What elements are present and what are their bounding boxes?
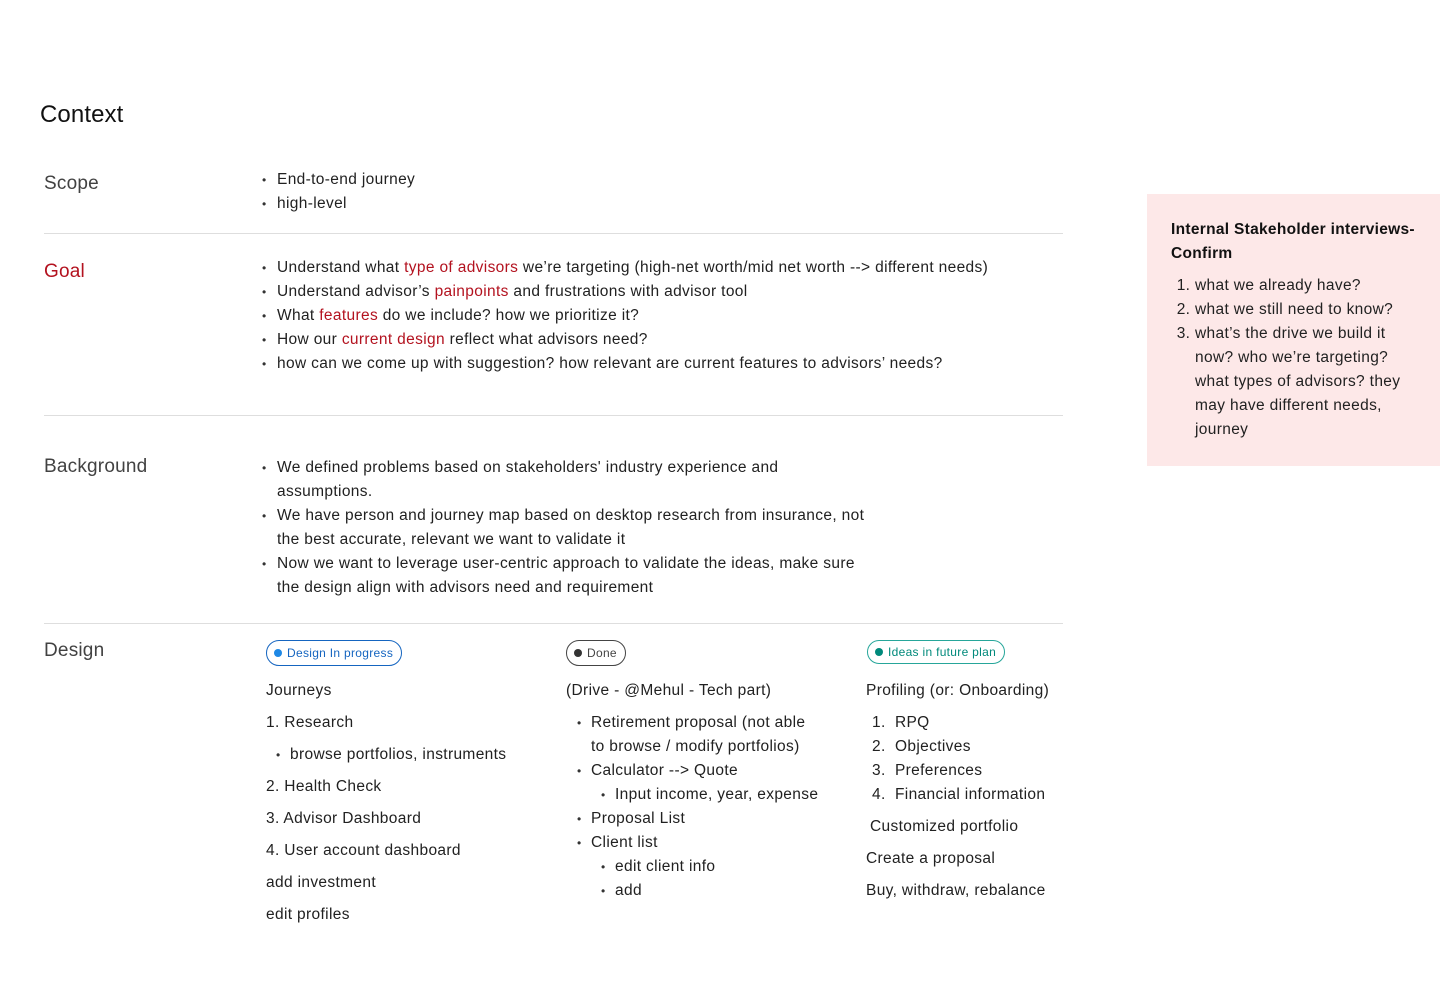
journeys-heading: Journeys — [266, 682, 332, 699]
list-item: Buy, withdraw, rebalance — [866, 882, 1046, 899]
list-item: 1. RPQ — [872, 714, 930, 731]
scope-list — [262, 168, 415, 216]
status-badge-done: Done — [566, 640, 626, 666]
list-item: 4. User account dashboard — [266, 842, 461, 859]
list-item: • Client list — [591, 831, 658, 855]
list-item: edit profiles — [266, 906, 350, 923]
list-item: 2. Objectives — [872, 738, 971, 755]
note-title: Internal Stakeholder interviews- Confirm — [1171, 221, 1415, 262]
list-item: • Input income, year, expense — [615, 783, 818, 807]
highlight-text: current design — [341, 331, 445, 348]
dot-icon — [875, 648, 883, 656]
list-item: • Calculator --> Quote — [591, 759, 738, 783]
done-heading: (Drive - @Mehul - Tech part) — [566, 682, 772, 699]
divider — [44, 415, 1063, 416]
page-title: Context — [40, 101, 124, 128]
list-item: • We have person and journey map based on desktop research from insurance, not the best accurate, relevant we want to validate it — [262, 504, 872, 552]
list-item: 2. what we still need to know? — [1195, 298, 1416, 322]
list-item: • Proposal List — [591, 807, 685, 831]
list-item: • how can we come up with suggestion? how relevant are current features to advisors’ needs? — [262, 352, 988, 376]
list-item: • End-to-end journey — [262, 168, 415, 192]
highlight-text: features — [319, 307, 379, 324]
dot-icon — [574, 649, 582, 657]
background-label: Background — [44, 456, 148, 477]
list-item: • high-level — [262, 192, 415, 216]
list-item: 3. Advisor Dashboard — [266, 810, 422, 827]
goal-list — [262, 256, 988, 376]
list-item: • Understand advisor’s painpoints and frustrations with advisor tool — [262, 280, 988, 304]
divider — [44, 623, 1063, 624]
note-list — [1171, 274, 1416, 442]
status-badge-future: Ideas in future plan — [867, 640, 1005, 664]
divider — [44, 233, 1063, 234]
list-item: 3. Preferences — [872, 762, 983, 779]
sticky-note — [1147, 194, 1440, 466]
list-item: • What features do we include? how we prioritize it? — [262, 304, 988, 328]
design-future-column — [866, 640, 1106, 940]
scope-label: Scope — [44, 173, 99, 194]
background-list — [262, 456, 872, 600]
list-item: • How our current design reflect what advisors need? — [262, 328, 988, 352]
list-item: 4. Financial information — [872, 786, 1046, 803]
design-label: Design — [44, 640, 105, 661]
list-item: 3. what’s the drive we build it now? who we’re targeting? what types of advisors? they may have different needs, journey — [1195, 322, 1416, 442]
list-item: 1. Research — [266, 714, 354, 731]
dot-icon — [274, 649, 282, 657]
list-item: • browse portfolios, instruments — [290, 743, 506, 767]
list-item: Create a proposal — [866, 850, 996, 867]
list-item: Customized portfolio — [870, 818, 1019, 835]
list-item: • add — [615, 879, 642, 903]
list-item: 2. Health Check — [266, 778, 382, 795]
profiling-heading: Profiling (or: Onboarding) — [866, 682, 1050, 699]
highlight-text: type of advisors — [404, 259, 519, 276]
list-item: • Retirement proposal (not able — [591, 711, 805, 735]
list-item: • We defined problems based on stakeholders' industry experience and assumptions. — [262, 456, 872, 504]
list-item: add investment — [266, 874, 377, 891]
design-in-progress-column — [266, 640, 556, 940]
goal-label: Goal — [44, 261, 85, 282]
list-item: • edit client info — [615, 855, 715, 879]
list-item: 1. what we already have? — [1195, 274, 1416, 298]
list-item: • Now we want to leverage user-centric approach to validate the ideas, make sure the design align with advisors need and requirement — [262, 552, 872, 600]
highlight-text: painpoints — [434, 283, 509, 300]
status-badge-in-progress: Design In progress — [266, 640, 402, 666]
list-item: • Understand what type of advisors we’re targeting (high-net worth/mid net worth --> different needs) — [262, 256, 988, 280]
list-item-continued: to browse / modify portfolios) — [591, 738, 800, 755]
design-done-column — [566, 640, 856, 940]
